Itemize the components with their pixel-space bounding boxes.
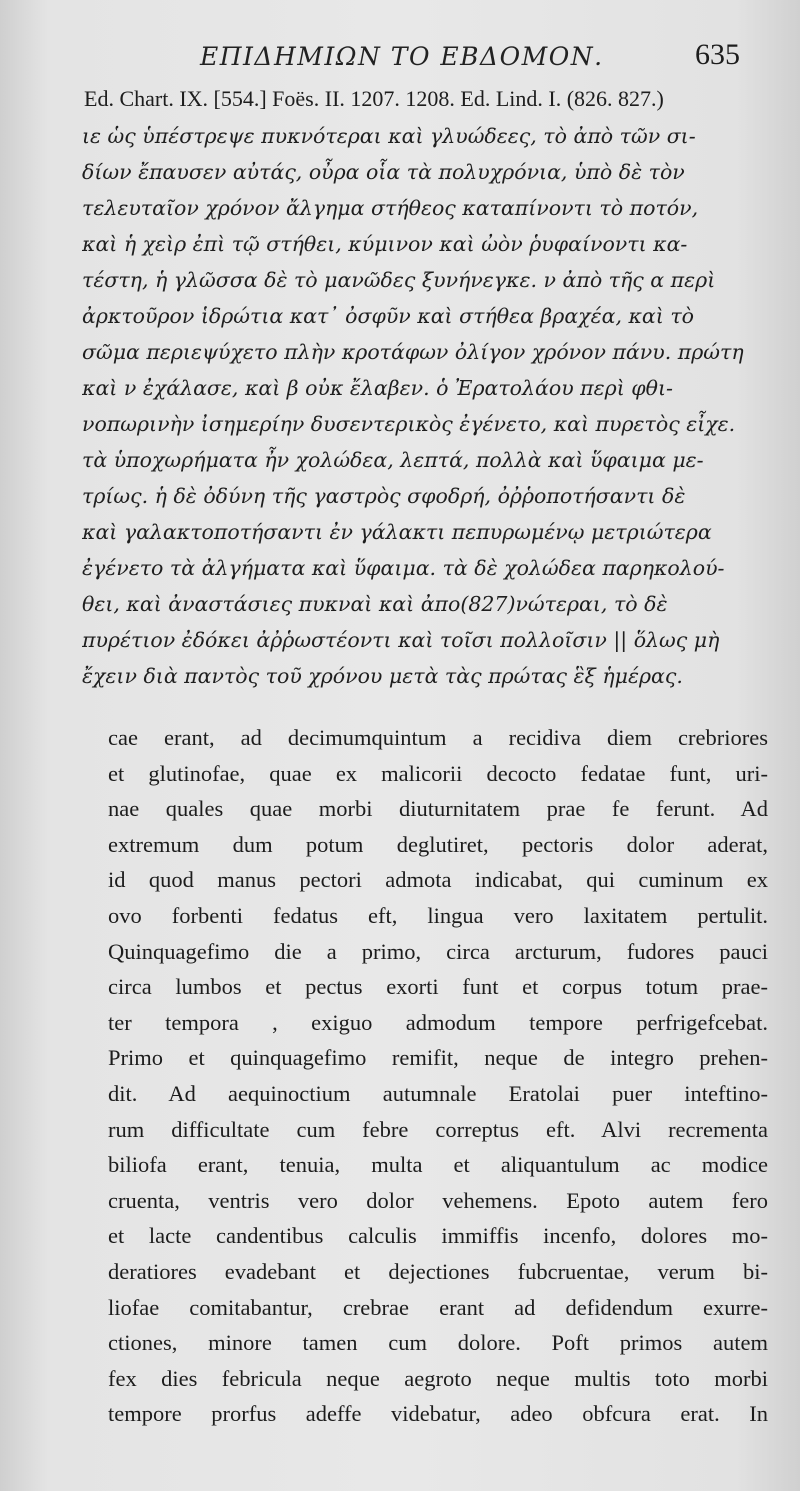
page-number: 635	[695, 38, 740, 71]
latin-line: liofae comitabantur, crebrae erant ad defidendum exurre-	[108, 1294, 768, 1320]
greek-line: τρίως. ἡ δὲ ὀδύνη τῆς γαστρὸς σφοδρή, ὀῤῥοποτήσαντι δὲ	[82, 484, 686, 508]
latin-line: fex dies febricula neque aegroto neque multis toto morbi	[108, 1365, 768, 1391]
latin-line: circa lumbos et pectus exorti funt et corpus totum prae-	[108, 974, 768, 1000]
greek-text-block	[82, 118, 772, 694]
latin-line: nae quales quae morbi diuturnitatem prae fe ferunt. Ad	[108, 796, 768, 822]
greek-line: νοπωρινὴν ἰσημερίην δυσεντερικὸς ἐγένετο, καὶ πυρετὸς εἶχε.	[82, 412, 736, 436]
greek-line: ἐγένετο τὰ ἀλγήματα καὶ ὕφαιμα. τὰ δὲ χολώδεα παρηκολού-	[82, 556, 725, 580]
greek-line: πυρέτιον ἐδόκει ἀῤῥωστέοντι καὶ τοῖσι πολλοῖσιν || ὅλως μὴ	[82, 628, 720, 652]
greek-line: ιε ὡς ὑπέστρεψε πυκνότεραι καὶ γλυώδεες, τὸ ἀπὸ τῶν σι-	[82, 124, 696, 148]
latin-line: et glutinofae, quae ex malicorii decocto fedatae funt, uri-	[108, 760, 768, 786]
latin-line: extremum dum potum deglutiret, pectoris dolor aderat,	[108, 831, 768, 857]
greek-line: σῶμα περιεψύχετο πλὴν κροτάφων ὀλίγον χρόνον πάνυ. πρώτη	[82, 340, 744, 364]
greek-line: τέστη, ἡ γλῶσσα δὲ τὸ μανῶδες ξυνήνεγκε. ν ἀπὸ τῆς α περὶ	[82, 268, 716, 292]
latin-line: dit. Ad aequinoctium autumnale Eratolai puer inteftino-	[108, 1080, 768, 1106]
greek-line: ἔχειν διὰ παντὸς τοῦ χρόνου μετὰ τὰς πρώτας ἓξ ἡμέρας.	[82, 664, 683, 688]
latin-line: ctiones, minore tamen cum dolore. Poft primos autem	[108, 1330, 768, 1356]
latin-line: cruenta, ventris vero dolor vehemens. Epoto autem fero	[108, 1187, 768, 1213]
latin-line: tempore prorfus adeffe videbatur, adeo obfcura erat. In	[108, 1401, 768, 1427]
greek-line: δίων ἔπαυσεν αὐτάς, οὖρα οἷα τὰ πολυχρόνια, ὑπὸ δὲ τὸν	[82, 160, 685, 184]
greek-line: καὶ γαλακτοποτήσαντι ἐν γάλακτι πεπυρωμένῳ μετριώτερα	[82, 520, 712, 544]
greek-line: ἀρκτοῦρον ἱδρώτια κατ᾽ ὀσφῦν καὶ στήθεα βραχέα, καὶ τὸ	[82, 304, 694, 328]
greek-line: τελευταῖον χρόνον ἄλγημα στήθεος καταπίνοντι τὸ ποτόν,	[82, 196, 699, 220]
greek-line: καὶ ἡ χεὶρ ἐπὶ τῷ στήθει, κύμινον καὶ ὠὸν ῥυφαίνοντι κα-	[82, 232, 688, 256]
latin-line: deratiores evadebant et dejectiones fubcruentae, verum bi-	[108, 1258, 768, 1284]
latin-line: biliofa erant, tenuia, multa et aliquantulum ac modice	[108, 1152, 768, 1178]
latin-line: cae erant, ad decimumquintum a recidiva diem crebriores	[108, 725, 768, 750]
latin-line: ovo forbenti fedatus eft, lingua vero laxitatem pertulit.	[108, 902, 768, 928]
edition-reference-line: Ed. Chart. IX. [554.] Foës. II. 1207. 1208. Ed. Lind. I. (826. 827.)	[84, 86, 664, 111]
running-head	[200, 38, 740, 78]
latin-line: et lacte candentibus calculis immiffis incenfo, dolores mo-	[108, 1223, 768, 1249]
latin-line: Quinquagefimo die a primo, circa arcturum, fudores pauci	[108, 938, 768, 964]
latin-line: ter tempora , exiguo admodum tempore perfrigefcebat.	[108, 1009, 768, 1035]
latin-line: Primo et quinquagefimo remifit, neque de integro prehen-	[108, 1045, 768, 1071]
latin-line: rum difficultate cum febre correptus eft. Alvi recrementa	[108, 1116, 768, 1142]
running-title: ΕΠΙΔΗΜΙΩΝ ΤΟ ΕΒΔΟΜΟΝ.	[200, 42, 604, 71]
latin-text-block	[108, 720, 768, 1432]
latin-line: id quod manus pectori admota indicabat, qui cuminum ex	[108, 867, 768, 893]
greek-line: τὰ ὑποχωρήματα ἦν χολώδεα, λεπτά, πολλὰ καὶ ὕφαιμα με-	[82, 448, 704, 472]
greek-line: θει, καὶ ἀναστάσιες πυκναὶ καὶ ἀπο(827)νώτεραι, τὸ δὲ	[82, 592, 668, 616]
greek-line: καὶ ν ἐχάλασε, καὶ β οὐκ ἔλαβεν. ὁ Ἐρατολάου περὶ φθι-	[82, 376, 673, 400]
